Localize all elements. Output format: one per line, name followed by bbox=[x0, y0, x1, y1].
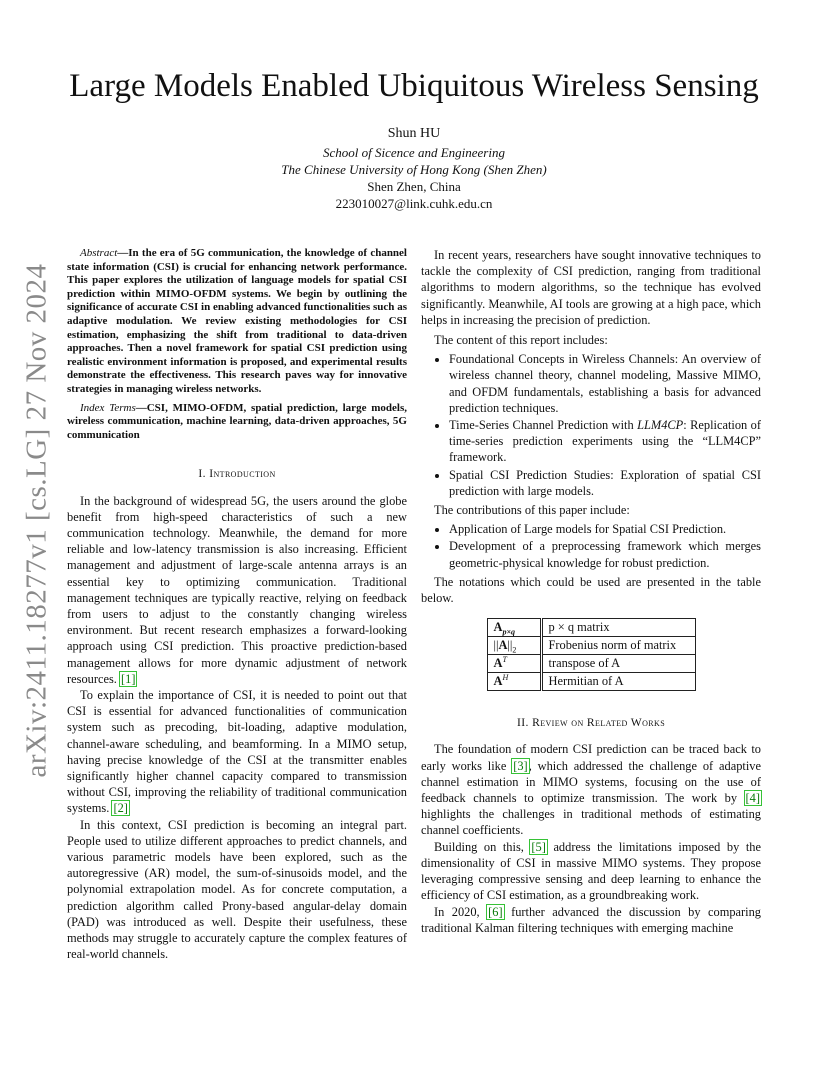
citation-link[interactable]: [1] bbox=[121, 671, 136, 686]
table-cell-symbol: $A^H$ bbox=[487, 673, 541, 691]
list-item bbox=[449, 467, 761, 499]
list-item-text: Foundational Concepts in Wireless Channels: An overview of wireless channel theory, channel modeling, Massive MIMO, and OFDM fundamentals, establishing a basis for advanced prediction techniques. bbox=[449, 352, 761, 415]
citation-link[interactable]: [2] bbox=[113, 801, 128, 816]
section-title: Introduction bbox=[209, 467, 276, 481]
table-cell-description: Frobenius norm of matrix bbox=[541, 637, 695, 655]
table-row bbox=[487, 637, 695, 655]
table-cell-symbol: $||A||_2$ bbox=[487, 637, 541, 655]
related-paragraph-2 bbox=[421, 839, 761, 904]
paragraph-text: Building on this, bbox=[434, 839, 524, 854]
list-item-text: Time-Series Channel Prediction with bbox=[449, 418, 638, 433]
list-item: • Application of Large models for Spatial CSI Prediction. bbox=[449, 521, 761, 537]
table-cell-description: p × q matrix bbox=[541, 619, 695, 637]
abstract bbox=[67, 247, 407, 397]
list-item: • Development of a preprocessing framework which merges geometric-physical knowledge for robust prediction. bbox=[449, 538, 761, 570]
contrib-list bbox=[421, 521, 761, 571]
author-location: Shen Zhen, China bbox=[367, 179, 461, 194]
author-name: Shun HU bbox=[387, 126, 441, 141]
list-item bbox=[449, 351, 761, 416]
index-terms bbox=[67, 402, 407, 443]
paragraph-text: , which addressed the challenge of adaptive channel estimation in MIMO systems, focusing on the use of feedback channels to optimize transmission. The work by bbox=[421, 758, 761, 806]
right-column bbox=[421, 247, 761, 936]
index-terms-text: —CSI, MIMO-OFDM, spatial prediction, large models, wireless communication, machine learning, data-driven approaches, 5G communication bbox=[67, 401, 407, 441]
paragraph-text: In the background of widespread 5G, the users around the globe benefit from high-speed characteristics of such a new communication technology. Meanwhile, the demand for more reliable and low-latency transmission is also increasing. Efficient management and adjustment of large-scale antenna arrays is an essential key to optimizing communication. Traditional management techniques are typically reactive, relying on feedback from users to adjust to the constantly changing wireless environment. But recent research emphasizes a forward-looking approach using CSI prediction. This proactive prediction-based management allows for more dynamic adjustment of network resources. bbox=[67, 493, 407, 686]
abstract-text: —In the era of 5G communication, the knowledge of channel state information (CSI) is crucial for enhancing network performance. This paper explores the utilization of language models for spatial CSI prediction within MIMO-OFDM systems. We begin by outlining the significance of accurate CSI in enabling advanced functionalities such as adaptive modulation. We review existing methodologies for CSI estimation, emphasizing the shift from traditional to data-driven approaches. Then a novel framework for spatial CSI prediction using realistic environment information is proposed, and experimental results demonstrate the effectiveness. This research paves way for innovative strategies in managing wireless networks. bbox=[67, 247, 407, 395]
paragraph-text: In 2020, bbox=[434, 904, 480, 919]
index-terms-label: Index Terms bbox=[80, 401, 136, 414]
related-paragraph-1 bbox=[421, 741, 761, 838]
citation-link[interactable]: [6] bbox=[488, 904, 503, 919]
content-intro: The content of this report includes: bbox=[434, 333, 608, 348]
section-heading-related-works bbox=[421, 715, 761, 731]
section-number: II. bbox=[516, 716, 529, 730]
list-item-text: Spatial CSI Prediction Studies: Exploration of spatial CSI prediction with large models. bbox=[449, 467, 761, 498]
section-heading-introduction bbox=[67, 466, 407, 482]
table-cell-symbol: $A_{p\times q}$ bbox=[487, 619, 541, 637]
paragraph-text: In this context, CSI prediction is becoming an integral part. People used to utilize different approaches to predict channels, and various parametric models have been explored, such as the autoregressive (AR) model, the sum-of-sinusoids model, and the polynomial extrapolation model. As for concrete computation, a prediction algorithm called Prony-based angular-delay domain (PAD) was introduced as well. Despite their usefulness, these methods may struggle to accurately capture the complex features of real-world channels. bbox=[67, 817, 407, 962]
related-paragraph-3 bbox=[421, 904, 761, 936]
intro-paragraph-2 bbox=[67, 687, 407, 817]
list-item-emphasis: LLM4CP bbox=[637, 418, 684, 433]
abstract-label: Abstract bbox=[80, 247, 118, 259]
paper-title: Large Models Enabled Ubiquitous Wireless Sensing bbox=[69, 68, 759, 104]
table-cell-description: transpose of A bbox=[541, 655, 695, 673]
notation-table-wrap bbox=[421, 618, 761, 691]
intro-paragraph-3 bbox=[67, 817, 407, 963]
left-column bbox=[67, 247, 407, 962]
content-list bbox=[421, 351, 761, 499]
paragraph-text: further advanced the discussion by comparing traditional Kalman filtering techniques with emerging machine bbox=[421, 904, 761, 935]
table-cell-symbol: $A^T$ bbox=[487, 655, 541, 673]
paragraph-text: The foundation of modern CSI prediction can be traced back to early works like bbox=[421, 742, 761, 773]
paragraph-text: To explain the importance of CSI, it is needed to point out that CSI is essential for advanced functionalities of communication system such as precoding, bit-loading, adaptive modulation, channel-aware scheduling, and beamforming. In a MIMO setup, having precise knowledge of the CSI at the transmitter enables significantly higher channel capacity compared to transmission without CSI, improving the reliability of traditional communication systems. bbox=[67, 687, 407, 816]
intro-paragraph-4: In recent years, researchers have sought innovative techniques to tackle the complexity of CSI prediction, ranging from traditional algorithms to modern algorithms, so the technique has evolved significantly. Meanwhile, AI tools are growing at a high pace, which helps in increasing the precision of prediction. bbox=[421, 248, 761, 327]
citation-link[interactable]: [4] bbox=[745, 791, 760, 806]
table-cell-description: Hermitian of A bbox=[541, 673, 695, 691]
list-item-text: : Replication of time-series prediction experiments using the “LLM4CP” framework. bbox=[449, 418, 761, 465]
table-row bbox=[487, 673, 695, 691]
author-university: The Chinese University of Hong Kong (Shen Zhen) bbox=[281, 162, 547, 177]
arxiv-stamp bbox=[14, 262, 60, 778]
paragraph-text: address the limitations imposed by the dimensionality of CSI in massive MIMO systems. They propose leveraging compressive sensing and deep learning to enhance the efficiency of CSI estimation, as a groundbreaking work. bbox=[421, 839, 761, 903]
notation-intro: The notations which could be used are presented in the table below. bbox=[421, 574, 761, 606]
table-row bbox=[487, 619, 695, 637]
author-department: School of Sicence and Engineering bbox=[323, 145, 505, 160]
author-email: 223010027@link.cuhk.edu.cn bbox=[335, 196, 493, 211]
author-block bbox=[200, 124, 628, 212]
paragraph-text: highlights the challenges in traditional methods of estimating channel coefficients. bbox=[421, 807, 761, 838]
notation-table bbox=[487, 618, 696, 691]
intro-paragraph-1 bbox=[67, 493, 407, 687]
table-row bbox=[487, 655, 695, 673]
section-title: Review on Related Works bbox=[532, 716, 666, 730]
citation-link[interactable]: [3] bbox=[513, 758, 528, 773]
arxiv-identifier: arXiv:2411.18277v1 [cs.LG] 27 Nov 2024 bbox=[20, 262, 53, 778]
list-item bbox=[449, 417, 761, 466]
section-number: I. bbox=[198, 467, 206, 481]
citation-link[interactable]: [5] bbox=[531, 839, 546, 854]
contrib-intro: The contributions of this paper include: bbox=[434, 503, 630, 518]
